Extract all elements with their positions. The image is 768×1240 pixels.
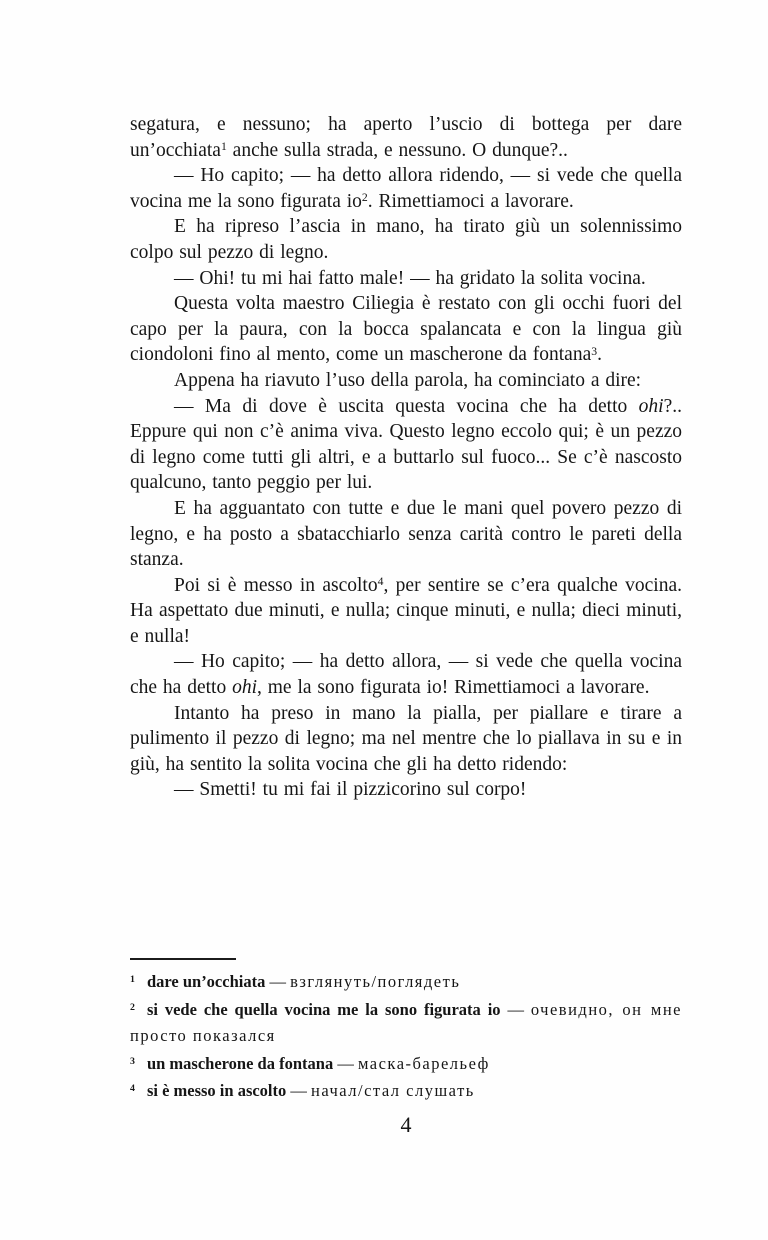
paragraph bbox=[130, 368, 682, 394]
italic-text: ohi bbox=[232, 677, 258, 699]
text-run: , per sentire se c’era qualche vocina. Ha aspettato due minuti, e nulla; cinque minuti, e nulla; dieci minuti, e nulla! bbox=[130, 574, 683, 647]
footnote-dash: — bbox=[265, 972, 291, 991]
footnote-definition: взглянуть/поглядеть bbox=[290, 972, 461, 991]
text-run: — Smetti! tu mi fai il pizzicorino sul corpo! bbox=[174, 779, 527, 801]
text-run: Poi si è messo in ascolto bbox=[174, 574, 378, 596]
paragraph bbox=[130, 266, 682, 292]
footnote-ref: 1 bbox=[220, 139, 227, 153]
footnote-dash: — bbox=[286, 1081, 312, 1100]
paragraph bbox=[130, 112, 682, 163]
text-run: segatura, e nessuno; ha aperto l’uscio di bottega per dare un’occhiata bbox=[130, 114, 682, 161]
text-run: Intanto ha preso in mano la pialla, per piallare e tirare a pulimento il pezzo di legno; ma nel mentre che lo piallava in su e in giù, ha sentito la solita vocina che gli ha detto ridendo: bbox=[130, 702, 682, 775]
text-run: ?.. Eppure qui non c’è anima viva. Questo legno eccolo qui; è un pezzo di legno come tutti gli altri, e a buttarlo sul fuoco... Se c’è nascosto qualcuno, tanto peggio per lui. bbox=[130, 395, 682, 494]
footnote-ref: 2 bbox=[361, 190, 368, 204]
footnote bbox=[130, 1051, 682, 1078]
footnote-definition: маска-барельеф bbox=[357, 1053, 490, 1073]
text-run: . bbox=[597, 344, 602, 366]
paragraph bbox=[130, 701, 682, 778]
footnote-term: un mascherone da fontana bbox=[146, 1053, 334, 1073]
paragraph bbox=[130, 163, 682, 214]
body-text bbox=[130, 112, 682, 803]
text-run: E ha agguantato con tutte e due le mani quel povero pezzo di legno, e ha posto a sbatacchiarlo senza carità contro le pareti della stanza. bbox=[130, 497, 682, 571]
footnotes-list bbox=[130, 969, 682, 1105]
text-run: — Ma di dove è uscita questa vocina che ha detto bbox=[174, 395, 639, 417]
paragraph bbox=[130, 291, 682, 368]
text-run: — Ho capito; — ha detto allora, — si vede che quella vocina che ha detto bbox=[130, 651, 682, 699]
text-run: anche sulla strada, e nessuno. O dunque?.. bbox=[226, 139, 568, 161]
footnote-term: si è messo in ascolto bbox=[146, 1081, 287, 1100]
text-run: , me la sono figurata io! Rimettiamoci a lavorare. bbox=[257, 677, 650, 699]
footnote-term: si vede che quella vocina me la sono figurata io bbox=[146, 999, 501, 1019]
footnote-rule bbox=[130, 958, 236, 960]
footnote-dash: — bbox=[333, 1053, 358, 1073]
paragraph bbox=[130, 573, 682, 650]
paragraph bbox=[130, 496, 682, 573]
paragraph bbox=[130, 649, 682, 700]
paragraph bbox=[130, 394, 682, 496]
footnote-ref: 4 bbox=[377, 574, 384, 588]
footnote-marker: 3 bbox=[130, 1055, 135, 1067]
italic-text: ohi bbox=[638, 395, 664, 417]
footnote-ref: 3 bbox=[591, 344, 598, 358]
text-run: — Ho capito; — ha detto allora ridendo, — si vede che quella vocina me la sono figurata io bbox=[130, 165, 682, 212]
page-number: 4 bbox=[400, 1112, 412, 1137]
text-run: — Ohi! tu mi hai fatto male! — ha gridato la solita vocina. bbox=[174, 267, 646, 289]
paragraph bbox=[130, 777, 682, 803]
footnote-marker: 1 bbox=[130, 974, 135, 986]
footnote-marker: 4 bbox=[130, 1083, 135, 1095]
text-run: Appena ha riavuto l’uso della parola, ha cominciato a dire: bbox=[174, 369, 642, 391]
text-run: . Rimettiamoci a lavorare. bbox=[367, 190, 574, 212]
text-run: Questa volta maestro Ciliegia è restato con gli occhi fuori del capo per la paura, con la bocca spalancata e con la lingua giù ciondoloni fino al mento, come un mascherone da fontana bbox=[130, 293, 682, 366]
footnote-dash: — bbox=[500, 999, 531, 1019]
footnote-marker: 2 bbox=[130, 1001, 135, 1013]
footnote-definition: очевидно, он мне просто показался bbox=[130, 999, 683, 1045]
text-run: E ha ripreso l’ascia in mano, ha tirato giù un solennissimo colpo sul pezzo di legno. bbox=[130, 216, 682, 263]
footnote bbox=[130, 969, 682, 996]
paragraph bbox=[130, 214, 682, 265]
footnote bbox=[130, 997, 682, 1050]
footnote bbox=[130, 1078, 682, 1105]
footnote-term: dare un’occhiata bbox=[146, 972, 266, 991]
footnote-section bbox=[130, 958, 682, 1106]
footnote-definition: начал/стал слушать bbox=[311, 1081, 475, 1100]
